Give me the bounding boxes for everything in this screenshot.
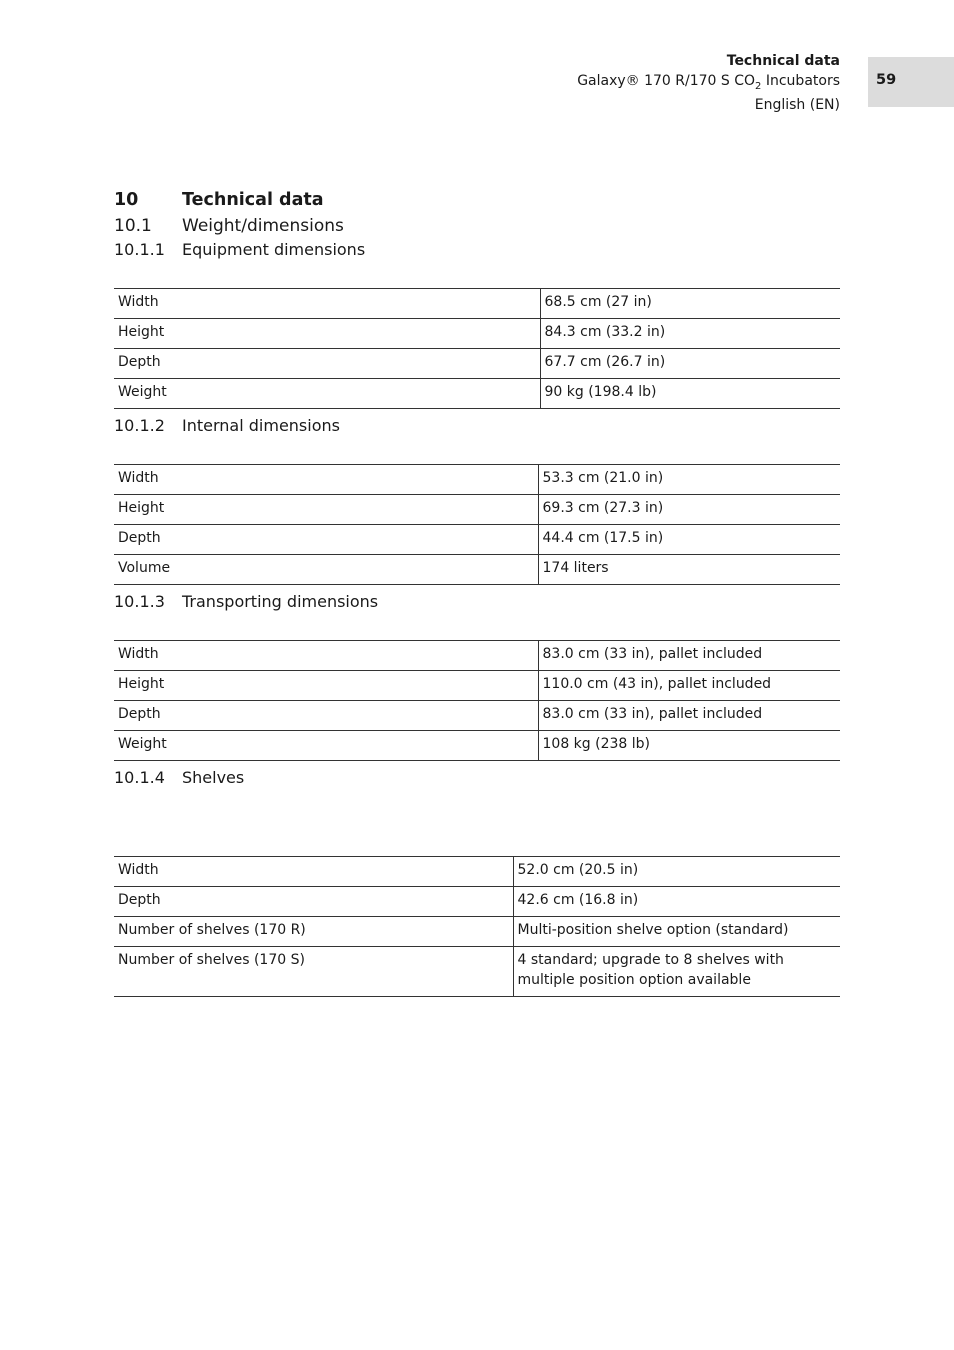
- table-row: [114, 917, 840, 947]
- table-row: [114, 555, 840, 585]
- row-label: Height: [114, 319, 540, 349]
- row-label: Volume: [114, 555, 538, 585]
- table-row: [114, 887, 840, 917]
- row-value: 69.3 cm (27.3 in): [538, 495, 840, 525]
- row-value: 90 kg (198.4 lb): [540, 379, 840, 409]
- header-product: Galaxy® 170 R/170 S $CO_2$ Incubators: [577, 72, 840, 92]
- row-value: 174 liters: [538, 555, 840, 585]
- row-label: Number of shelves (170 S): [114, 947, 513, 997]
- subsection-number: 10.1.4: [114, 768, 165, 787]
- table-row: [114, 465, 840, 495]
- internal-dimensions-table: [114, 464, 840, 585]
- running-header: [577, 52, 840, 115]
- row-value: 42.6 cm (16.8 in): [513, 887, 840, 917]
- table-row: [114, 641, 840, 671]
- header-title: Technical data: [726, 53, 840, 69]
- row-label: Number of shelves (170 R): [114, 917, 513, 947]
- row-value: Multi-position shelve option (standard): [513, 917, 840, 947]
- table-row: [114, 525, 840, 555]
- row-label: Width: [114, 289, 540, 319]
- row-label: Depth: [114, 887, 513, 917]
- row-value: 53.3 cm (21.0 in): [538, 465, 840, 495]
- section-title: Weight/dimensions: [182, 216, 344, 236]
- equipment-dimensions-table: [114, 288, 840, 409]
- row-label: Depth: [114, 525, 538, 555]
- row-value: 110.0 cm (43 in), pallet included: [538, 671, 840, 701]
- row-label: Depth: [114, 701, 538, 731]
- row-value: 83.0 cm (33 in), pallet included: [538, 701, 840, 731]
- table-row: [114, 947, 840, 997]
- row-label: Depth: [114, 349, 540, 379]
- table-row: [114, 319, 840, 349]
- chapter-number: 10: [114, 190, 139, 210]
- chapter-title: Technical data: [182, 190, 324, 210]
- subsection-number: 10.1.2: [114, 416, 165, 435]
- transporting-dimensions-table: [114, 640, 840, 761]
- row-label: Height: [114, 671, 538, 701]
- row-label: Weight: [114, 379, 540, 409]
- table-row: [114, 857, 840, 887]
- row-label: Width: [114, 465, 538, 495]
- row-value: 83.0 cm (33 in), pallet included: [538, 641, 840, 671]
- subsection-number: 10.1.3: [114, 592, 165, 611]
- subsection-number: 10.1.1: [114, 240, 165, 259]
- row-value: 108 kg (238 lb): [538, 731, 840, 761]
- subsection-title: Equipment dimensions: [182, 240, 366, 259]
- table-row: [114, 379, 840, 409]
- header-language: English (EN): [754, 96, 840, 113]
- section-number: 10.1: [114, 216, 152, 236]
- table-row: [114, 289, 840, 319]
- table-row: [114, 349, 840, 379]
- table-row: [114, 495, 840, 525]
- row-label: Height: [114, 495, 538, 525]
- subsection-title: Transporting dimensions: [182, 592, 379, 611]
- subsection-title: Internal dimensions: [182, 416, 340, 435]
- table-row: [114, 671, 840, 701]
- row-value: 52.0 cm (20.5 in): [513, 857, 840, 887]
- table-row: [114, 731, 840, 761]
- table-row: [114, 701, 840, 731]
- shelves-table: [114, 856, 840, 997]
- subsection-title: Shelves: [182, 768, 245, 787]
- row-label: Weight: [114, 731, 538, 761]
- row-value: 67.7 cm (26.7 in): [540, 349, 840, 379]
- row-value: 44.4 cm (17.5 in): [538, 525, 840, 555]
- row-value: 68.5 cm (27 in): [540, 289, 840, 319]
- row-value: 84.3 cm (33.2 in): [540, 319, 840, 349]
- page-number: 59: [868, 57, 954, 107]
- row-label: Width: [114, 641, 538, 671]
- row-value: 4 standard; upgrade to 8 shelves with multiple position option available: [513, 947, 840, 997]
- row-label: Width: [114, 857, 513, 887]
